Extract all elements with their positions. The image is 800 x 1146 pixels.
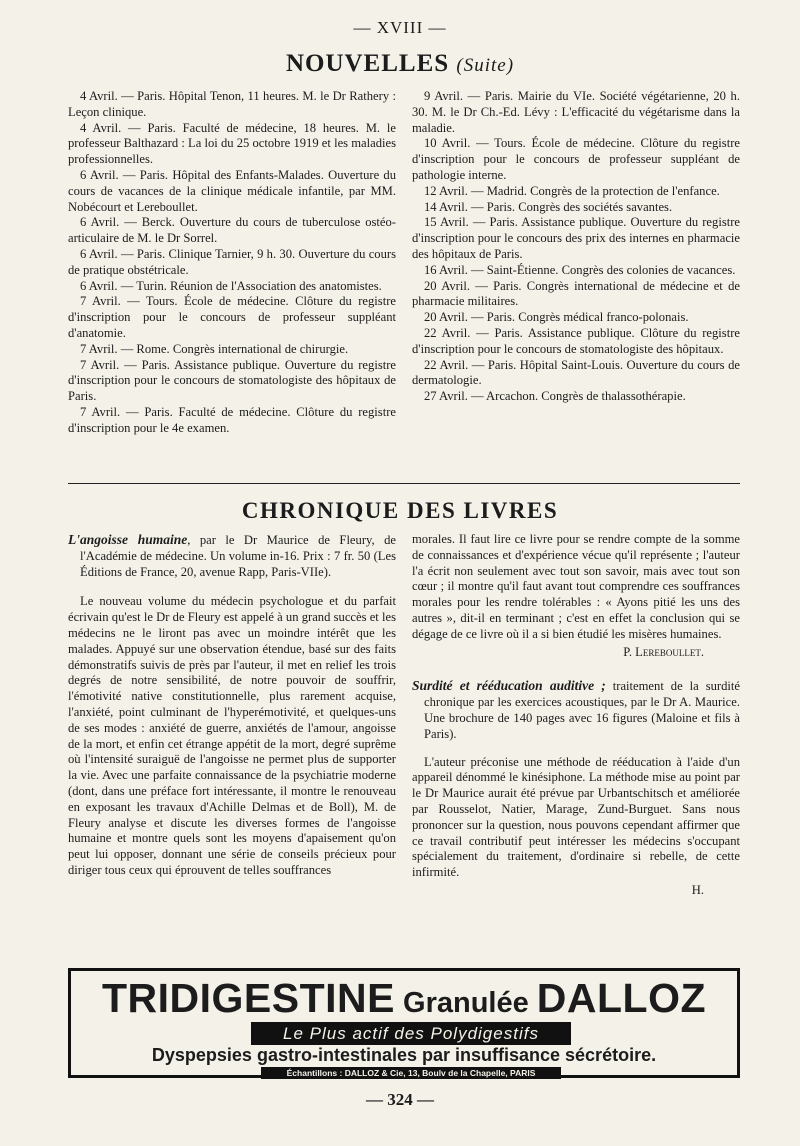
news-item: 9 Avril. — Paris. Mairie du VIe. Société végétarienne, 20 h. 30. M. le Dr Ch.-Ed. Lévy : L'efficacité du végétarisme dans la maladie. (412, 89, 740, 135)
advertisement-box (68, 968, 740, 1078)
book2-title: Surdité et rééducation auditive ; (412, 678, 606, 694)
book1-title: L'angoisse humaine (68, 532, 188, 547)
page-number: — 324 — (366, 1090, 434, 1109)
news-item: 6 Avril. — Berck. Ouverture du cours de tuberculose ostéo-articulaire de M. le Dr Sorrel. (68, 215, 396, 246)
news-item: 7 Avril. — Tours. École de médecine. Clôture du registre d'inscription pour le concours de professeur suppléant d'anatomie. (68, 294, 396, 340)
news-item: 20 Avril. — Paris. Congrès médical franco-polonais. (424, 310, 689, 325)
news-column-right (412, 89, 740, 405)
book1-review-part2: morales. Il faut lire ce livre pour se rendre compte de la somme de connaissances et d'expérience vécue qu'il représente ; l'auteur l'a écrit non seulement avec tout son savoir, mais avec tout son cœur ; il montre qu'il faut avant tout comprendre ces souffrances morales pour les rendre tolérables : « Ayons pitié les uns des autres », dit-il en terminant ; c'est en effet la conclusion qui se dégage de ce livre où il a si bien étudié les misères humaines. (412, 532, 740, 641)
book1-heading (68, 532, 396, 580)
news-item: 6 Avril. — Turin. Réunion de l'Association des anatomistes. (80, 278, 382, 293)
news-item: 7 Avril. — Paris. Faculté de médecine. Clôture du registre d'inscription pour le 4e examen. (68, 404, 396, 435)
ad-samples: Échantillons : DALLOZ & Cie, 13, Boulv de la Chapelle, PARIS (261, 1067, 561, 1079)
page-roman-number: — XVIII — (353, 18, 447, 37)
news-item: 12 Avril. — Madrid. Congrès de la protection de l'enfance. (424, 183, 720, 198)
news-item: 15 Avril. — Paris. Assistance publique. Ouverture du registre d'inscription pour le concours des prix des internes en pharmacie des hôpitaux de Paris. (412, 215, 740, 261)
book2-citation: traitement de la surdité chronique par les exercices acoustiques, par le Dr A. Maurice. Une brochure de 140 pages avec 16 figures (Maloine et fils à Paris). (424, 679, 740, 741)
news-item: 10 Avril. — Tours. École de médecine. Clôture du registre d'inscription pour le concours de professeur suppléant de pathologie interne. (412, 136, 740, 182)
news-column-left (68, 89, 396, 437)
book2-review: L'auteur préconise une méthode de rééducation à l'aide d'un appareil dénommé le kinésiphone. La méthode mise au point par le Dr Maurice aurait été prévue par Urbantschitsch et améliorée par Rousselot, Natier, Marage, Zund-Burguet. Sans nous prononcer sur la question, nous pouvons cependant affirmer que ce travail contributif peut intéresser les médecins s'occupant spécialement du traitement, d'ordinaire si rebelle, de cette infirmité. (412, 754, 740, 880)
chronique-column-right (412, 532, 740, 899)
book2-signature: H. (691, 882, 704, 897)
news-item: 6 Avril. — Paris. Hôpital des Enfants-Malades. Ouverture du cours de vacances de la clinique médicale infantile, par MM. Nobécourt et Lereboullet. (68, 167, 396, 214)
ad-brand-c: DALLOZ (536, 975, 707, 1021)
ad-brand-a: TRIDIGESTINE (101, 975, 395, 1021)
news-item: 22 Avril. — Paris. Assistance publique. Clôture du registre d'inscription pour le concours de stomatologiste des hôpitaux. (412, 325, 740, 356)
book1-citation: , par le Dr Maurice de Fleury, de l'Académie de médecine. Un volume in-16. Prix : 7 fr. 50 (Les Éditions de France, 20, avenue Rapp, Paris-VIIe). (80, 533, 396, 579)
ad-brand-line (71, 975, 737, 1022)
ad-brand-b: Granulée (394, 987, 537, 1019)
news-item: 14 Avril. — Paris. Congrès des sociétés savantes. (424, 199, 673, 214)
news-item: 6 Avril. — Paris. Clinique Tarnier, 9 h. 30. Ouverture du cours de pratique obstétricale. (68, 246, 396, 277)
section-divider (68, 483, 740, 484)
news-title: NOUVELLES (285, 50, 450, 77)
chronique-column-left (68, 532, 396, 879)
news-item: 4 Avril. — Paris. Faculté de médecine, 18 heures. M. le professeur Balthazard : La loi du 25 octobre 1919 et les maladies professionnelles. (68, 120, 396, 167)
book1-signature: P. Lereboullet. (623, 644, 704, 659)
news-item: 16 Avril. — Saint-Étienne. Congrès des colonies de vacances. (424, 262, 736, 277)
news-item: 27 Avril. — Arcachon. Congrès de thalassothérapie. (424, 389, 686, 404)
book1-review-part1: Le nouveau volume du médecin psychologue et du parfait écrivain qu'est le Dr de Fleury est appelé à un grand succès et les médecins ne le liront pas avec un moindre intérêt que les malades. Appuyé sur une observation étendue, basé sur des faits démonstratifs suivis de près par l'auteur, il met en relief les trois degrés de notre sensibilité, de notre pouvoir de souffrir, l'émotivité native constitutionnelle, plus rarement acquise, l'anxiété, point culminant de l'hyperémotivité, et quelques-uns de ses modes : anxiété de guerre, anxiétés de l'amour, angoisse de la mort, et enfin cet étrange appétit de la mort, degré suprême où l'intensité suraiguë de l'angoisse ne permet plus de supporter la vie. Avec une parfaite connaissance de la psychiatrie moderne (dont, dans une préface fort intéressante, il montre le renouveau en exposant les travaux d'Achille Delmas et de Boll), M. de Fleury analyse et discute les diverses formes de l'angoisse humaine et montre quels sont les moyens d'apaisement qu'on peut lui opposer, donnant une série de conseils précieux pour diriger tous ceux qui éprouvent de telles souffrances (68, 594, 396, 877)
news-item: 7 Avril. — Rome. Congrès international de chirurgie. (80, 341, 349, 356)
book2-heading (412, 678, 740, 742)
news-item: 22 Avril. — Paris. Hôpital Saint-Louis. Ouverture du cours de dermatologie. (412, 357, 740, 388)
chronique-title: CHRONIQUE DES LIVRES (241, 498, 559, 523)
news-item: 4 Avril. — Paris. Hôpital Tenon, 11 heures. M. le Dr Rathery : Leçon clinique. (68, 89, 396, 119)
news-section-title (0, 50, 800, 78)
news-title-suffix: (Suite) (456, 55, 515, 76)
ad-tagline: Le Plus actif des Polydigestifs (251, 1022, 571, 1045)
news-item: 7 Avril. — Paris. Assistance publique. Ouverture du registre d'inscription pour le concours de stomatologiste des hôpitaux de Paris. (68, 357, 396, 404)
ad-claim: Dyspepsies gastro-intestinales par insuffisance sécrétoire. (151, 1045, 657, 1065)
news-item: 20 Avril. — Paris. Congrès international de médecine et de pharmacie militaires. (412, 278, 740, 309)
